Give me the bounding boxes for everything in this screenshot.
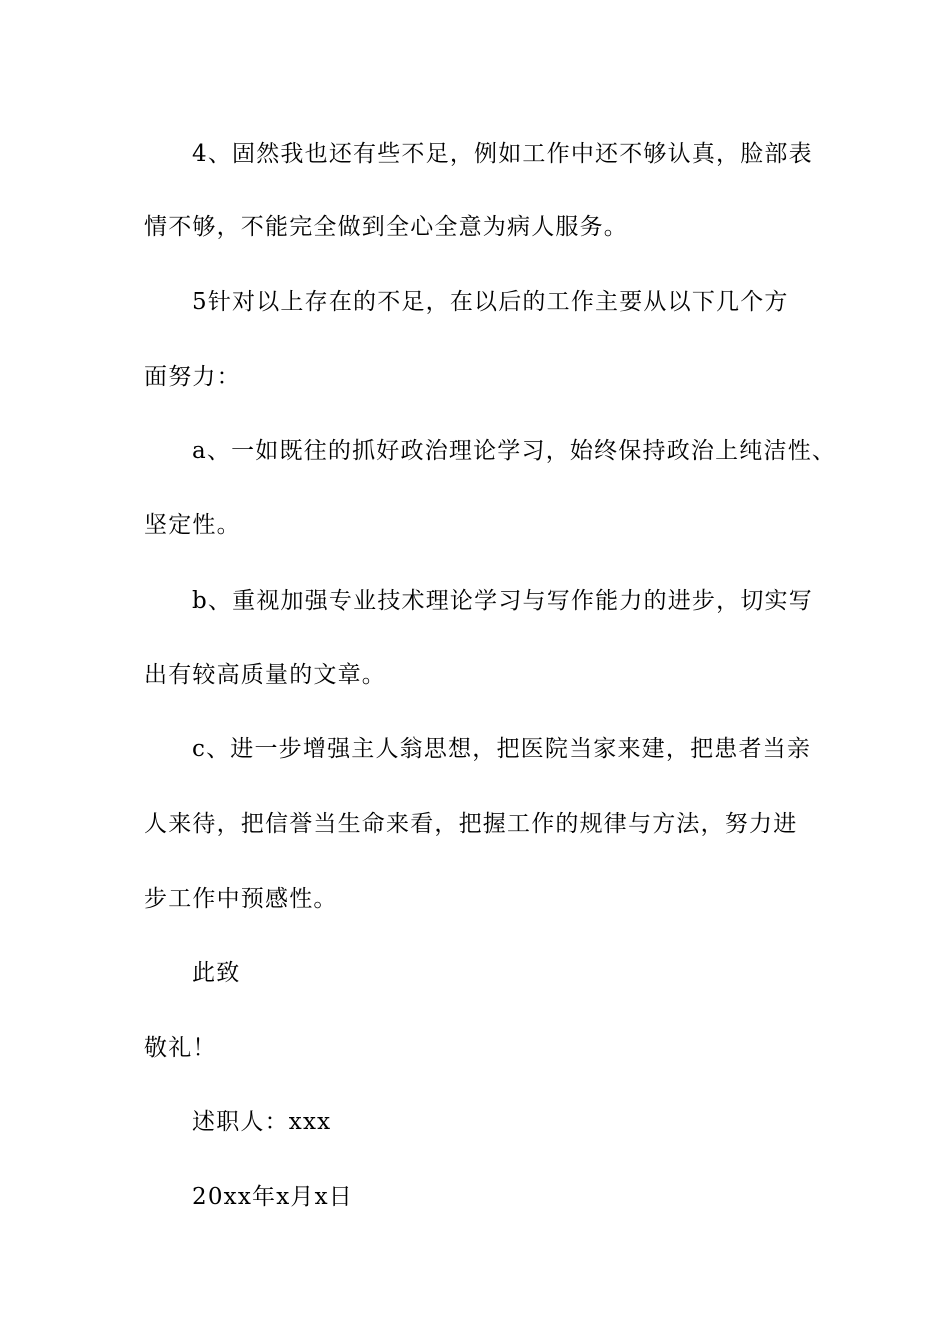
paragraph-b-line-1: b、重视加强专业技术理论学习与写作能力的进步，切实写 <box>192 588 813 614</box>
closing-regards: 敬礼！ <box>144 1035 217 1061</box>
closing-salutation: 此致 <box>192 960 241 986</box>
paragraph-c-line-1: c、进一步增强主人翁思想，把医院当家来建，把患者当亲 <box>192 736 812 762</box>
paragraph-a-line-2: 坚定性。 <box>144 512 241 538</box>
paragraph-c-line-3: 步工作中预感性。 <box>144 886 338 912</box>
paragraph-4-line-1: 4、固然我也还有些不足，例如工作中还不够认真，脸部表 <box>192 141 813 167</box>
paragraph-5-line-2: 面努力： <box>144 364 241 390</box>
paragraph-a-line-1: a、一如既往的抓好政治理论学习，始终保持政治上纯洁性、 <box>192 438 837 464</box>
author-signature: 述职人：xxx <box>192 1109 332 1135</box>
paragraph-c-line-2: 人来待，把信誉当生命来看，把握工作的规律与方法，努力进 <box>144 811 798 837</box>
document-date: 20xx年x月x日 <box>192 1184 353 1210</box>
paragraph-b-line-2: 出有较高质量的文章。 <box>144 662 386 688</box>
paragraph-5-line-1: 5针对以上存在的不足，在以后的工作主要从以下几个方 <box>192 289 789 315</box>
paragraph-4-line-2: 情不够，不能完全做到全心全意为病人服务。 <box>144 214 628 240</box>
